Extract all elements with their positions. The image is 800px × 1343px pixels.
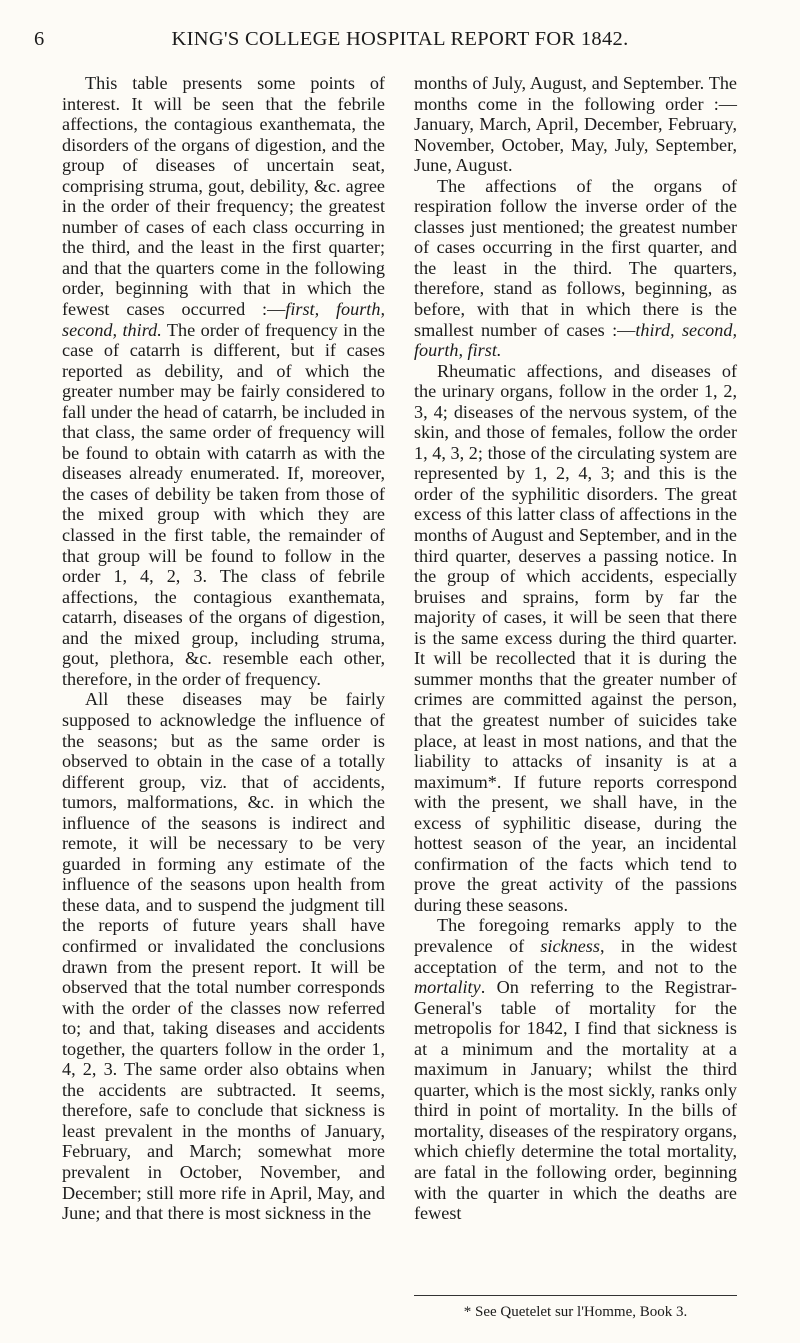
paragraph-respiration: The affections of the organs of respiration follow the inverse order of the classes just mentioned; the greatest number of cases occurring in the first quarter, and the least in the third. The quarters, therefore, stand as follows, beginning, as before, with that in which there is the smallest number of cases :—third, second, fourth, first. bbox=[414, 175, 737, 361]
mortality-emphasis: mortality bbox=[414, 977, 481, 998]
footnote: * See Quetelet sur l'Homme, Book 3. bbox=[463, 1304, 688, 1320]
left-column bbox=[62, 73, 385, 1224]
right-column bbox=[414, 73, 737, 1224]
quarter-order-emphasis: first, fourth, second, third. bbox=[62, 299, 385, 340]
paragraph-sickness-mortality: The foregoing remarks apply to the prevalence of sickness, in the widest acceptation of the term, and not to the mortality. On referring to the Registrar-General's table of mortality for the metropolis for 1842, I find that sickness is at a minimum and the mortality at a maximum in January; whilst the third quarter, which is the most sickly, ranks only third in point of mortality. In the bills of mortality, diseases of the respiratory organs, which chiefly determine the total mortality, are fatal in the following order, beginning with the quarter in which the deaths are fewest bbox=[414, 915, 737, 1224]
paragraph-continued-months: months of July, August, and September. The months come in the following order :—January, March, April, December, February, November, October, May, July, September, June, August. bbox=[414, 73, 737, 176]
sickness-emphasis: sickness bbox=[540, 935, 600, 956]
inverse-order-emphasis: third, second, fourth, first. bbox=[414, 319, 737, 361]
page-header bbox=[30, 28, 770, 58]
paragraph-rheumatic-syphilitic: Rheumatic affections, and diseases of the urinary organs, follow in the order 1, 2, 3, 4; diseases of the nervous system, of the skin, and those of females, follow the order 1, 4, 3, 2; those of the circulating system are represented by 1, 2, 4, 3; and this is the order of the syphilitic disorders. The great excess of this latter class of affections in the months of August and September, and in the third quarter, deserves a passing notice. In the group of which accidents, especially bruises and sprains, form by far the majority of cases, it will be seen that there is the same excess during the third quarter. It will be recollected that it is during the summer months that the greater number of crimes are committed against the person, that the greatest number of suicides take place, at least in most nations, and that the liability to attacks of insanity is at a maximum*. If future reports correspond with the present, we shall have, in the excess of syphilitic disease, during the hottest season of the year, an incidental confirmation of the facts which tend to prove the great activity of the passions during these seasons. bbox=[414, 360, 737, 915]
footnote-rule bbox=[414, 1295, 737, 1296]
paragraph-seasonal-order: This table presents some points of interest. It will be seen that the febrile affections, the contagious exanthemata, the disorders of the organs of digestion, and the group of diseases of uncertain seat, comprising struma, gout, debility, &c. agree in the order of their frequency; the greatest number of cases of each class occurring in the third, and the least in the first quarter; and that the quarters come in the following order, beginning with that in which the fewest cases occurred :—first, fourth, second, third. The order of frequency in the case of catarrh is different, but if cases reported as debility, and of which the greater number may be fairly considered to fall under the head of catarrh, be included in that class, the same order of frequency will be found to obtain with catarrh as with the diseases already enumerated. If, moreover, the cases of debility be taken from those of the mixed group with which they are classed in the first table, the remainder of that group will be found to follow in the order 1, 4, 2, 3. The class of febrile affections, the contagious exanthemata, catarrh, diseases of the organs of digestion, and the mixed group, including struma, gout, plethora, &c. resemble each other, therefore, in the order of frequency. bbox=[62, 73, 385, 689]
page-number: 6 bbox=[34, 28, 45, 50]
running-title: KING'S COLLEGE HOSPITAL REPORT FOR 1842. bbox=[171, 28, 629, 50]
paragraph-influence-of-seasons: All these diseases may be fairly supposed to acknowledge the influence of the seasons; but as the same order is observed to obtain in the case of a totally different group, viz. that of accidents, tumors, malformations, &c. in which the influence of the seasons is indirect and remote, it will be necessary to be very guarded in forming any estimate of the influence of the seasons upon health from these data, and to suspend the judgment till the reports of future years shall have confirmed or invalidated the conclusions drawn from the present report. It will be observed that the total number corresponds with the order of the classes now referred to; and that, taking diseases and accidents together, the quarters follow in the order 1, 4, 2, 3. The same order also obtains when the accidents are subtracted. It seems, therefore, safe to conclude that sickness is least prevalent in the months of January, February, and March; somewhat more prevalent in October, November, and December; still more rife in April, May, and June; and that there is most sickness in the bbox=[62, 689, 385, 1224]
